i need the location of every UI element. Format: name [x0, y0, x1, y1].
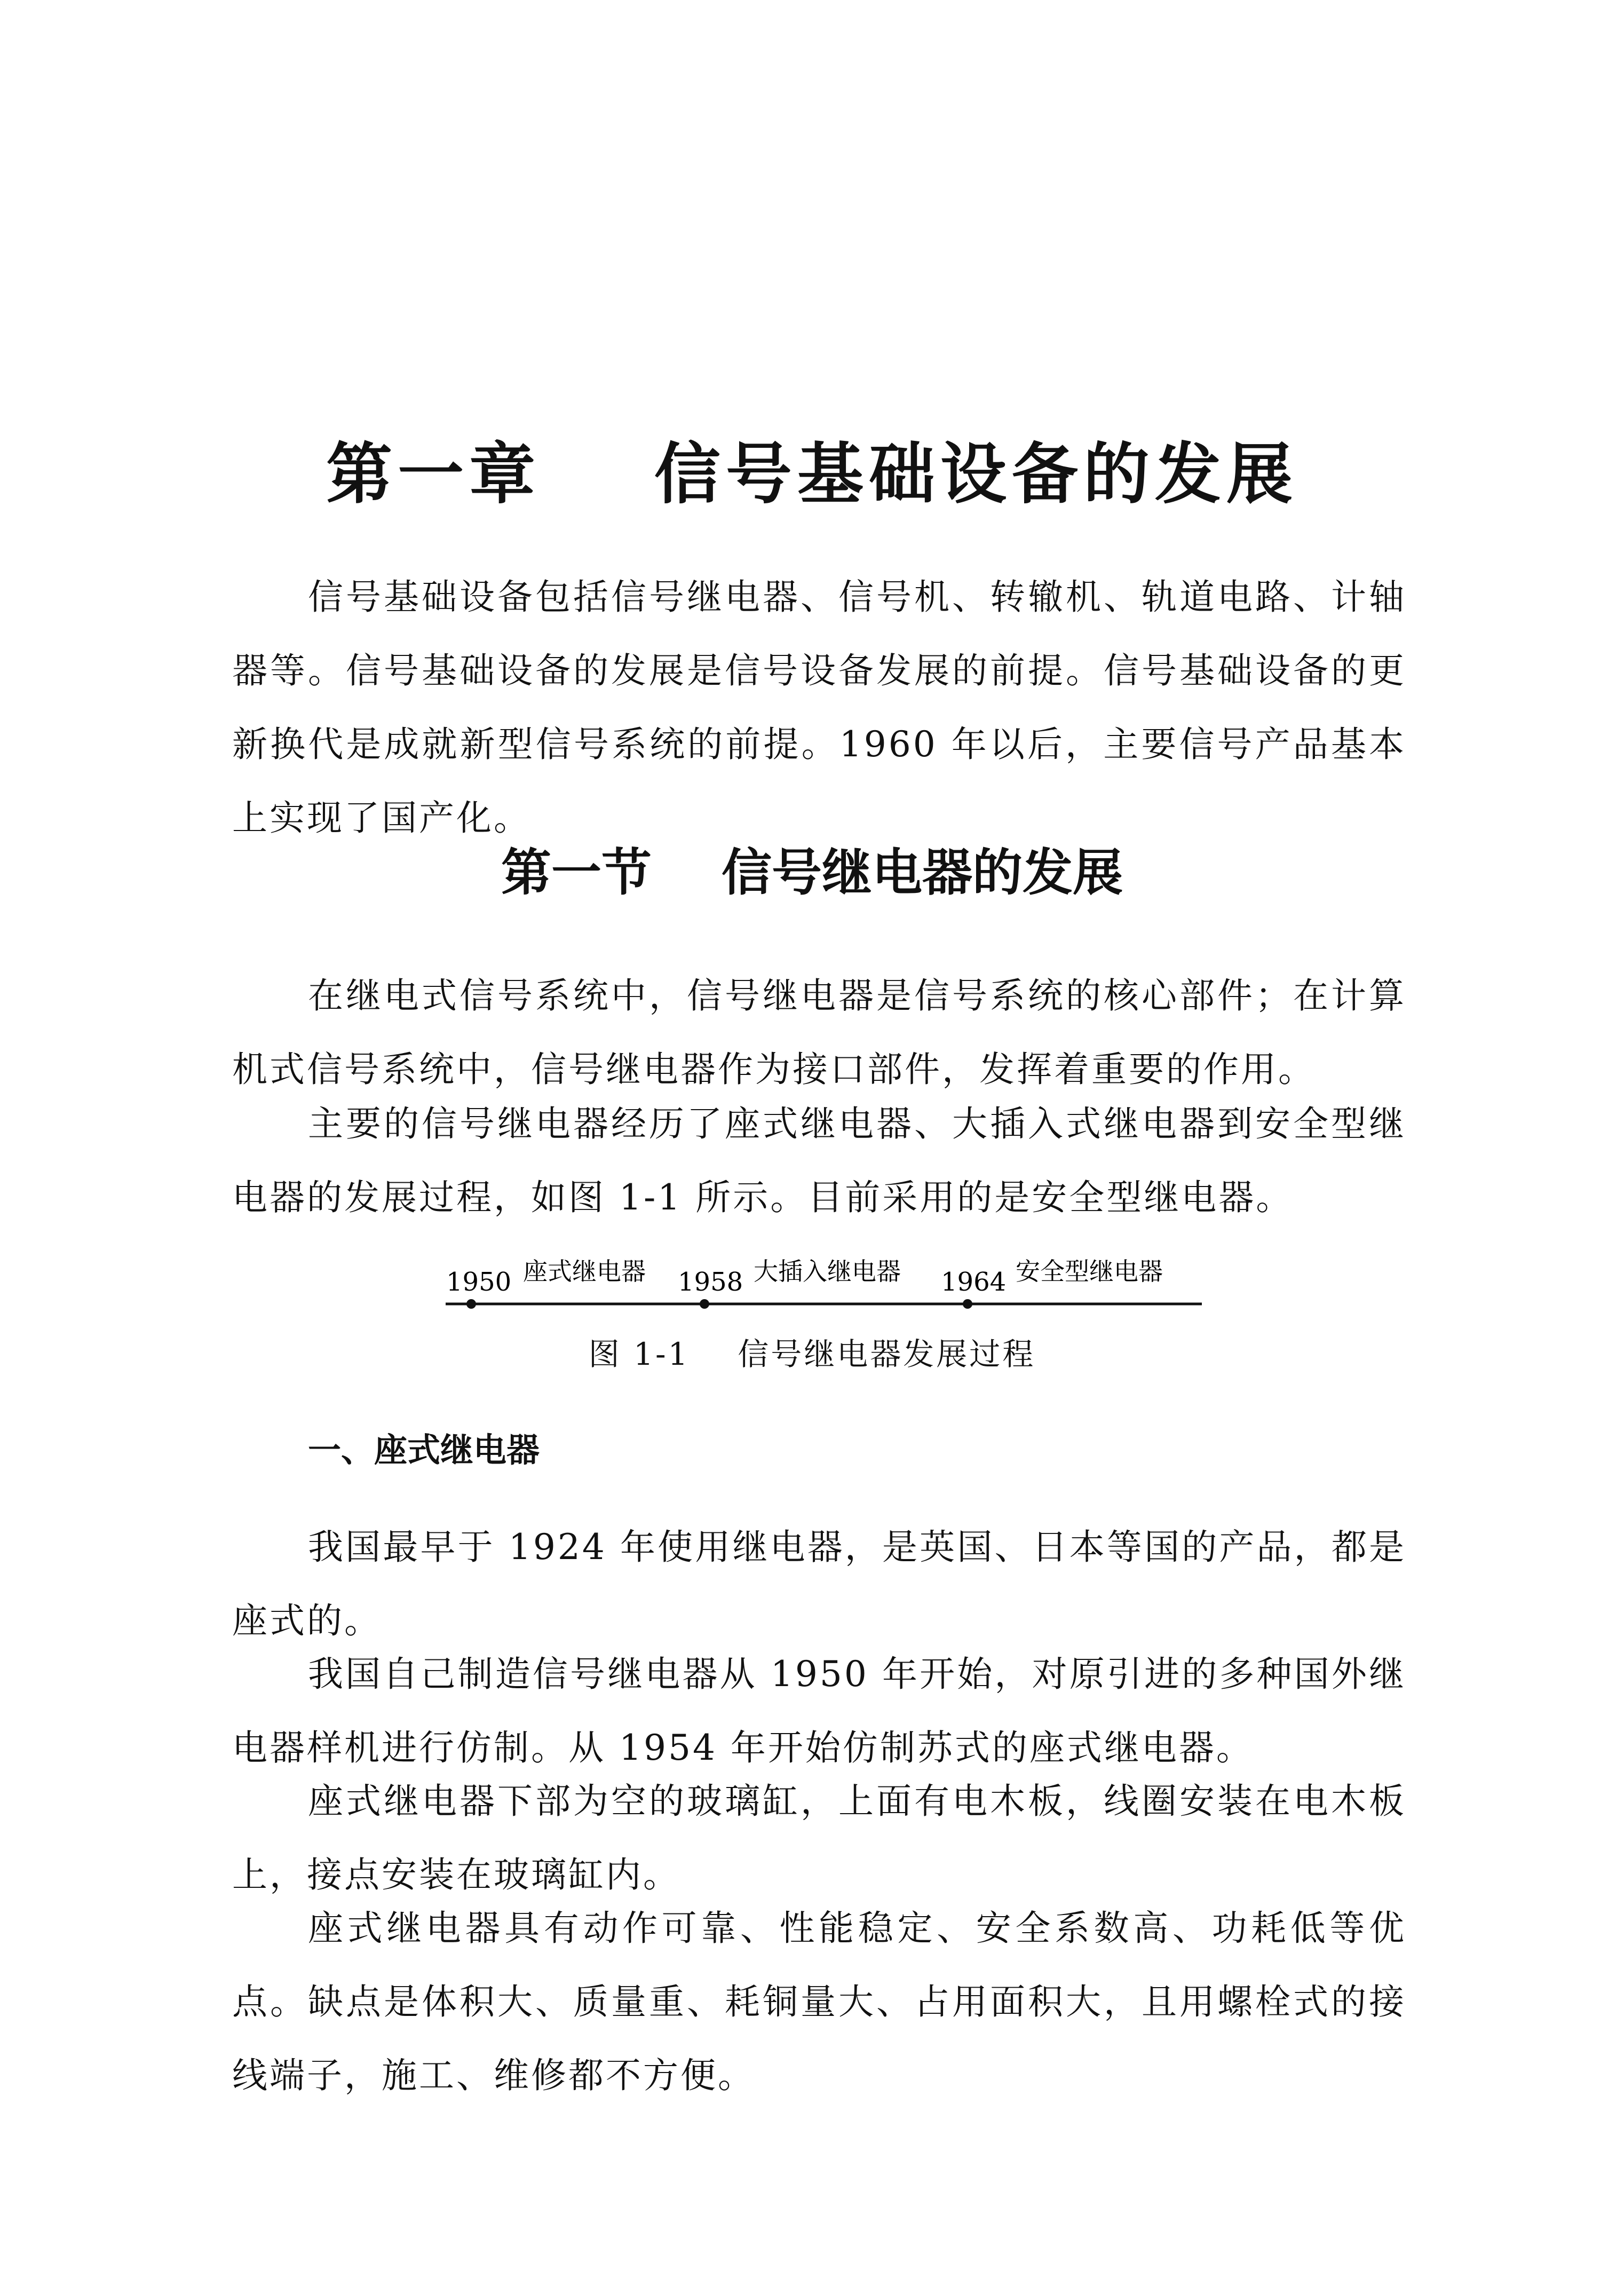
subsection-paragraph-3: 座式继电器下部为空的玻璃缸，上面有电木板，线圈安装在电木板上，接点安装在玻璃缸内。 [232, 1781, 1406, 1895]
timeline-label-plug-in-relay: 大插入继电器 [754, 1257, 901, 1286]
subsection-heading: 一、座式继电器 [308, 1430, 540, 1469]
subsection-paragraph-2: 我国自己制造信号继电器从 1950 年开始，对原引进的多种国外继电器样机进行仿制。从 1954 年开始仿制苏式的座式继电器。 [232, 1654, 1406, 1768]
timeline-label-seat-relay: 座式继电器 [523, 1257, 646, 1286]
timeline-year-1950: 1950 [446, 1267, 512, 1297]
chapter-title: 第一章 信号基础设备的发展 [326, 436, 1298, 513]
figure-caption: 图 1-1 信号继电器发展过程 [588, 1336, 1036, 1372]
timeline-label-safety-relay: 安全型继电器 [1016, 1257, 1163, 1286]
intro-paragraph: 信号基础设备包括信号继电器、信号机、转辙机、轨道电路、计轴器等。信号基础设备的发展是信号设备发展的前提。信号基础设备的更新换代是成就新型信号系统的前提。1960 年以后，主要信号产品基本上实现了国产化。 [232, 576, 1406, 839]
subsection-paragraph-4: 座式继电器具有动作可靠、性能稳定、安全系数高、功耗低等优点。缺点是体积大、质量重、耗铜量大、占用面积大，且用螺栓式的接线端子，施工、维修都不方便。 [232, 1908, 1406, 2096]
timeline-dot-1964 [963, 1299, 972, 1309]
timeline-dot-1950 [466, 1299, 476, 1309]
timeline-year-1958: 1958 [678, 1267, 743, 1297]
section-paragraph-2: 主要的信号继电器经历了座式继电器、大插入式继电器到安全型继电器的发展过程，如图 1-1 所示。目前采用的是安全型继电器。 [232, 1103, 1406, 1218]
timeline-year-1964: 1964 [941, 1267, 1007, 1297]
section-paragraph-1: 在继电式信号系统中，信号继电器是信号系统的核心部件；在计算机式信号系统中，信号继电器作为接口部件，发挥着重要的作用。 [232, 975, 1406, 1090]
section-title: 第一节 信号继电器的发展 [501, 844, 1123, 902]
timeline-dot-1958 [700, 1299, 709, 1309]
subsection-paragraph-1: 我国最早于 1924 年使用继电器，是英国、日本等国的产品，都是座式的。 [232, 1526, 1406, 1641]
